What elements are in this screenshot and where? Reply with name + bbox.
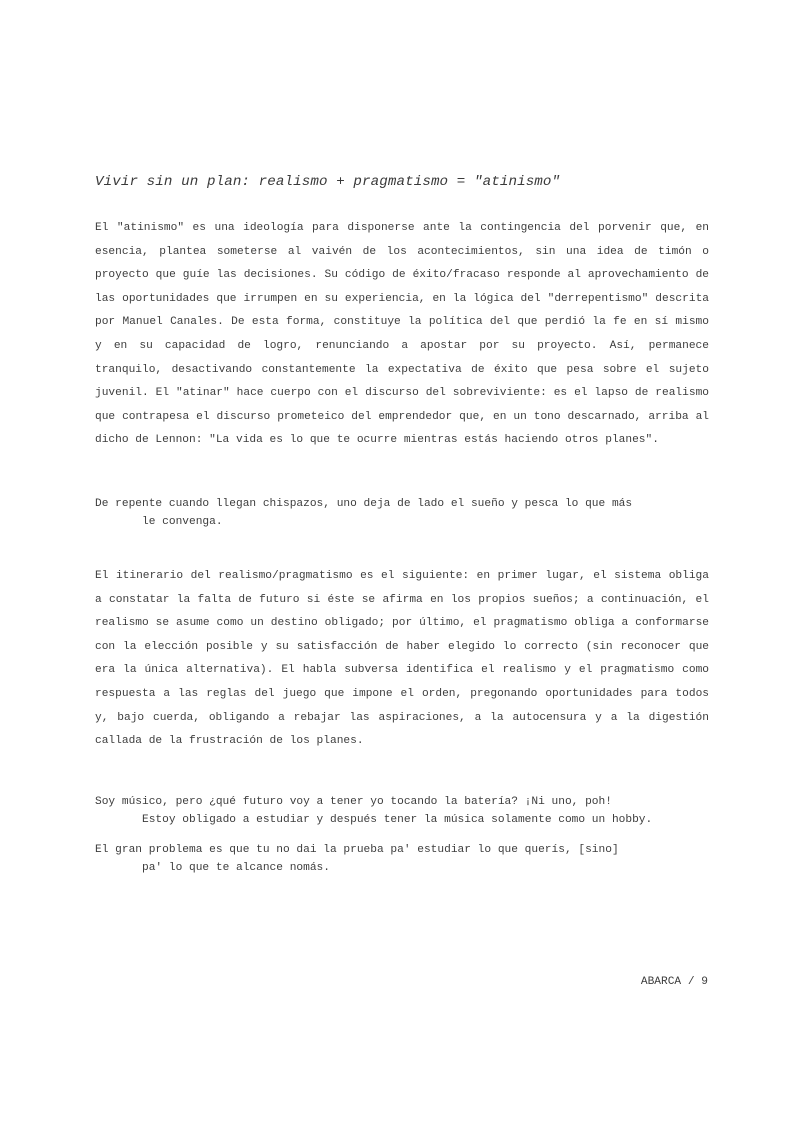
section-title: Vivir sin un plan: realismo + pragmatismo = "atinismo": [95, 174, 561, 190]
interview-quote-2: [95, 794, 709, 829]
quote-2-line-1: Soy músico, pero ¿qué futuro voy a tener yo tocando la batería? ¡Ni uno, poh!: [95, 796, 612, 808]
quote-3-line-2: pa' lo que te alcance nomás.: [142, 861, 330, 874]
quote-2-line-2: Estoy obligado a estudiar y después tener la música solamente como un hobby.: [142, 813, 653, 826]
body-paragraph-2: El itinerario del realismo/pragmatismo es el siguiente: en primer lugar, el sistema obliga a constatar la falta de futuro si éste se afirma en los propios sueños; a continuación, el realismo se asume como un destino obligado; por último, el pragmatismo obliga a conformarse con la elección posible y su satisfacción de haber elegido lo correcto (sin reconocer que era la única alternativa). El habla subversa identifica el realismo y el pragmatismo como respuesta a las reglas del juego que impone el orden, pregonando oportunidades para todos y, bajo cuerda, obligando a rebajar las aspiraciones, a la autocensura y a la digestión callada de la frustración de los planes.: [95, 570, 709, 748]
quote-1-line-1: De repente cuando llegan chispazos, uno deja de lado el sueño y pesca lo que más: [95, 498, 633, 510]
interview-quote-1: [95, 496, 709, 531]
body-paragraph-1: El "atinismo" es una ideología para disponerse ante la contingencia del porvenir que, en esencia, plantea someterse al vaivén de los acontecimientos, sin una idea de timón o proyecto que guíe las decisiones. Su código de éxito/fracaso responde al aprovechamiento de las oportunidades que irrumpen en su experiencia, en la lógica del "derrepentismo" descrita por Manuel Canales. De esta forma, constituye la política del que perdió la fe en sí mismo y en su capacidad de logro, renunciando a apostar por su proyecto. Así, permanece tranquilo, desactivando constantemente la expectativa de éxito que pesa sobre el sujeto juvenil. El "atinar" hace cuerpo con el discurso del sobreviviente: es el lapso de realismo que contrapesa el discurso prometeico del emprendedor que, en un tono descarnado, arriba al dicho de Lennon: "La vida es lo que te ocurre mientras estás haciendo otros planes".: [95, 222, 709, 447]
interview-quote-3: [95, 842, 709, 877]
quote-3-line-1: El gran problema es que tu no dai la prueba pa' estudiar lo que querís, [sino]: [95, 844, 619, 856]
page-footer: ABARCA / 9: [640, 976, 708, 988]
quote-1-line-2: le convenga.: [142, 515, 223, 528]
